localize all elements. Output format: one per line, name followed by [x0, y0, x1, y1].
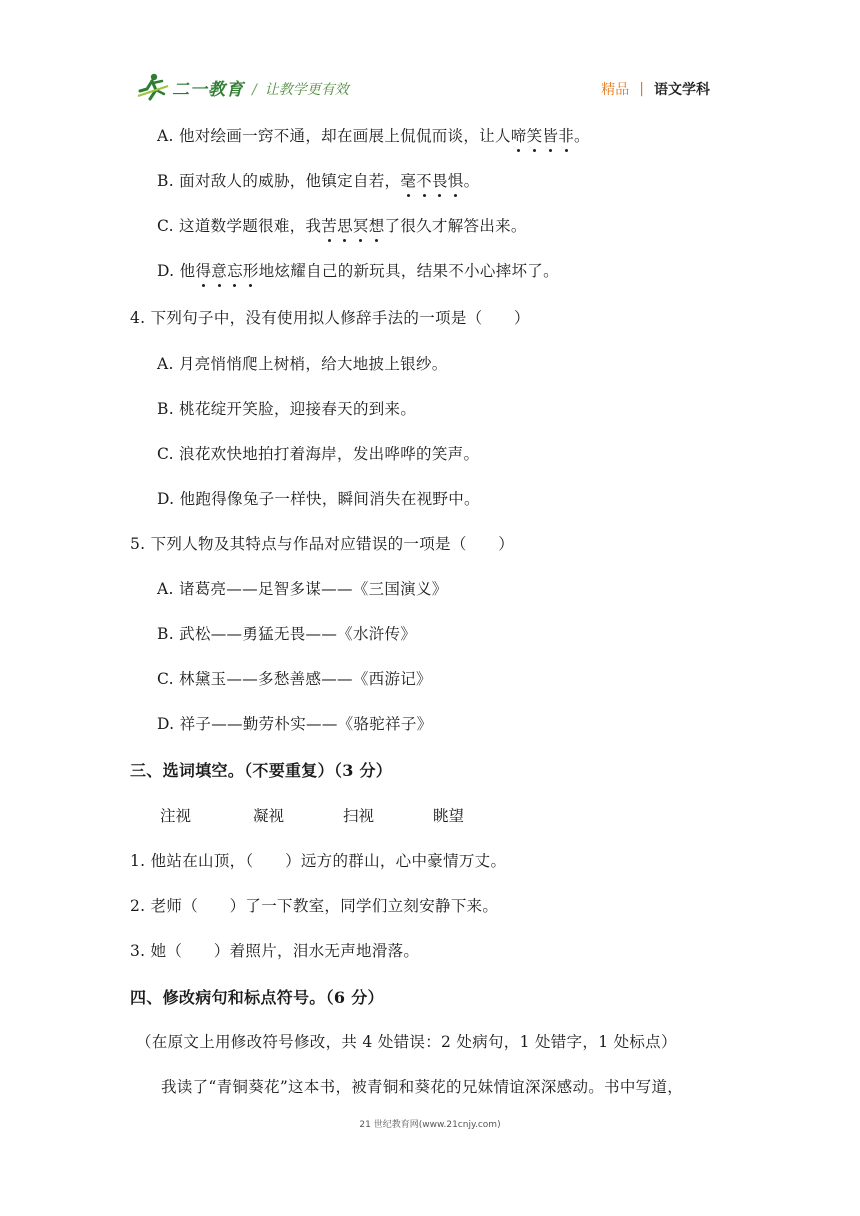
page-footer: 21 世纪教育网(www.21cnjy.com)	[359, 1120, 501, 1130]
logo-text: 二一教育	[172, 79, 244, 100]
q5-option-c: C. 林黛玉——多愁善感——《西游记》	[157, 670, 432, 688]
section3-heading: 三、选词填空。（不要重复）（3 分）	[130, 761, 393, 780]
q4-option-c: C. 浪花欢快地拍打着海岸，发出哗哗的笑声。	[157, 445, 480, 463]
premium-label: 精品	[601, 82, 630, 98]
word-option: 注视	[160, 807, 192, 825]
slogan: / 让教学更有效	[252, 82, 349, 98]
q4-option-b: B. 桃花绽开笑脸，迎接春天的到来。	[157, 400, 417, 418]
section3-sentence-2: 2. 老师（ ）了一下教室，同学们立刻安静下来。	[130, 897, 499, 915]
q3-option-d: D. 他得意忘形地炫耀自己的新玩具，结果不小心摔坏了。	[157, 262, 559, 280]
section4-heading: 四、修改病句和标点符号。（6 分）	[130, 988, 384, 1007]
q5-question: 5. 下列人物及其特点与作品对应错误的一项是（ ）	[130, 535, 515, 553]
subject-label: 语文学科	[654, 82, 710, 98]
header-separator: |	[639, 81, 644, 97]
word-option: 凝视	[253, 807, 285, 825]
section3-sentence-1: 1. 他站在山顶，（ ）远方的群山，心中豪情万丈。	[130, 852, 507, 870]
slogan-text: 让教学更有效	[264, 82, 349, 98]
q5-option-d: D. 祥子——勤劳朴实——《骆驼祥子》	[157, 715, 433, 733]
page-header	[0, 0, 860, 110]
q4-option-d: D. 他跑得像兔子一样快，瞬间消失在视野中。	[157, 490, 480, 508]
q4-question: 4. 下列句子中，没有使用拟人修辞手法的一项是（ ）	[130, 309, 530, 327]
word-bank	[160, 804, 464, 826]
word-option: 扫视	[343, 807, 375, 825]
word-option: 眺望	[433, 807, 465, 825]
header-right	[601, 79, 710, 99]
q3-option-c: C. 这道数学题很难，我苦思冥想了很久才解答出来。	[157, 217, 527, 235]
q4-option-a: A. 月亮悄悄爬上树梢，给大地披上银纱。	[157, 355, 448, 373]
runner-logo-icon	[136, 72, 170, 102]
section4-paragraph: 我读了“青铜葵花”这本书，被青铜和葵花的兄妹情谊深深感动。书中写道，	[161, 1078, 684, 1096]
q5-option-b: B. 武松——勇猛无畏——《水浒传》	[157, 625, 417, 643]
logo	[136, 72, 244, 102]
q5-option-a: A. 诸葛亮——足智多谋——《三国演义》	[157, 580, 448, 598]
q3-option-a: A. 他对绘画一窍不通，却在画展上侃侃而谈，让人啼笑皆非。	[157, 127, 590, 145]
section3-sentence-3: 3. 她（ ）着照片，泪水无声地滑落。	[130, 942, 420, 960]
q3-option-b: B. 面对敌人的威胁，他镇定自若，毫不畏惧。	[157, 172, 480, 190]
section4-instruction: （在原文上用修改符号修改，共 4 处错误：2 处病句，1 处错字，1 处标点）	[136, 1033, 677, 1051]
